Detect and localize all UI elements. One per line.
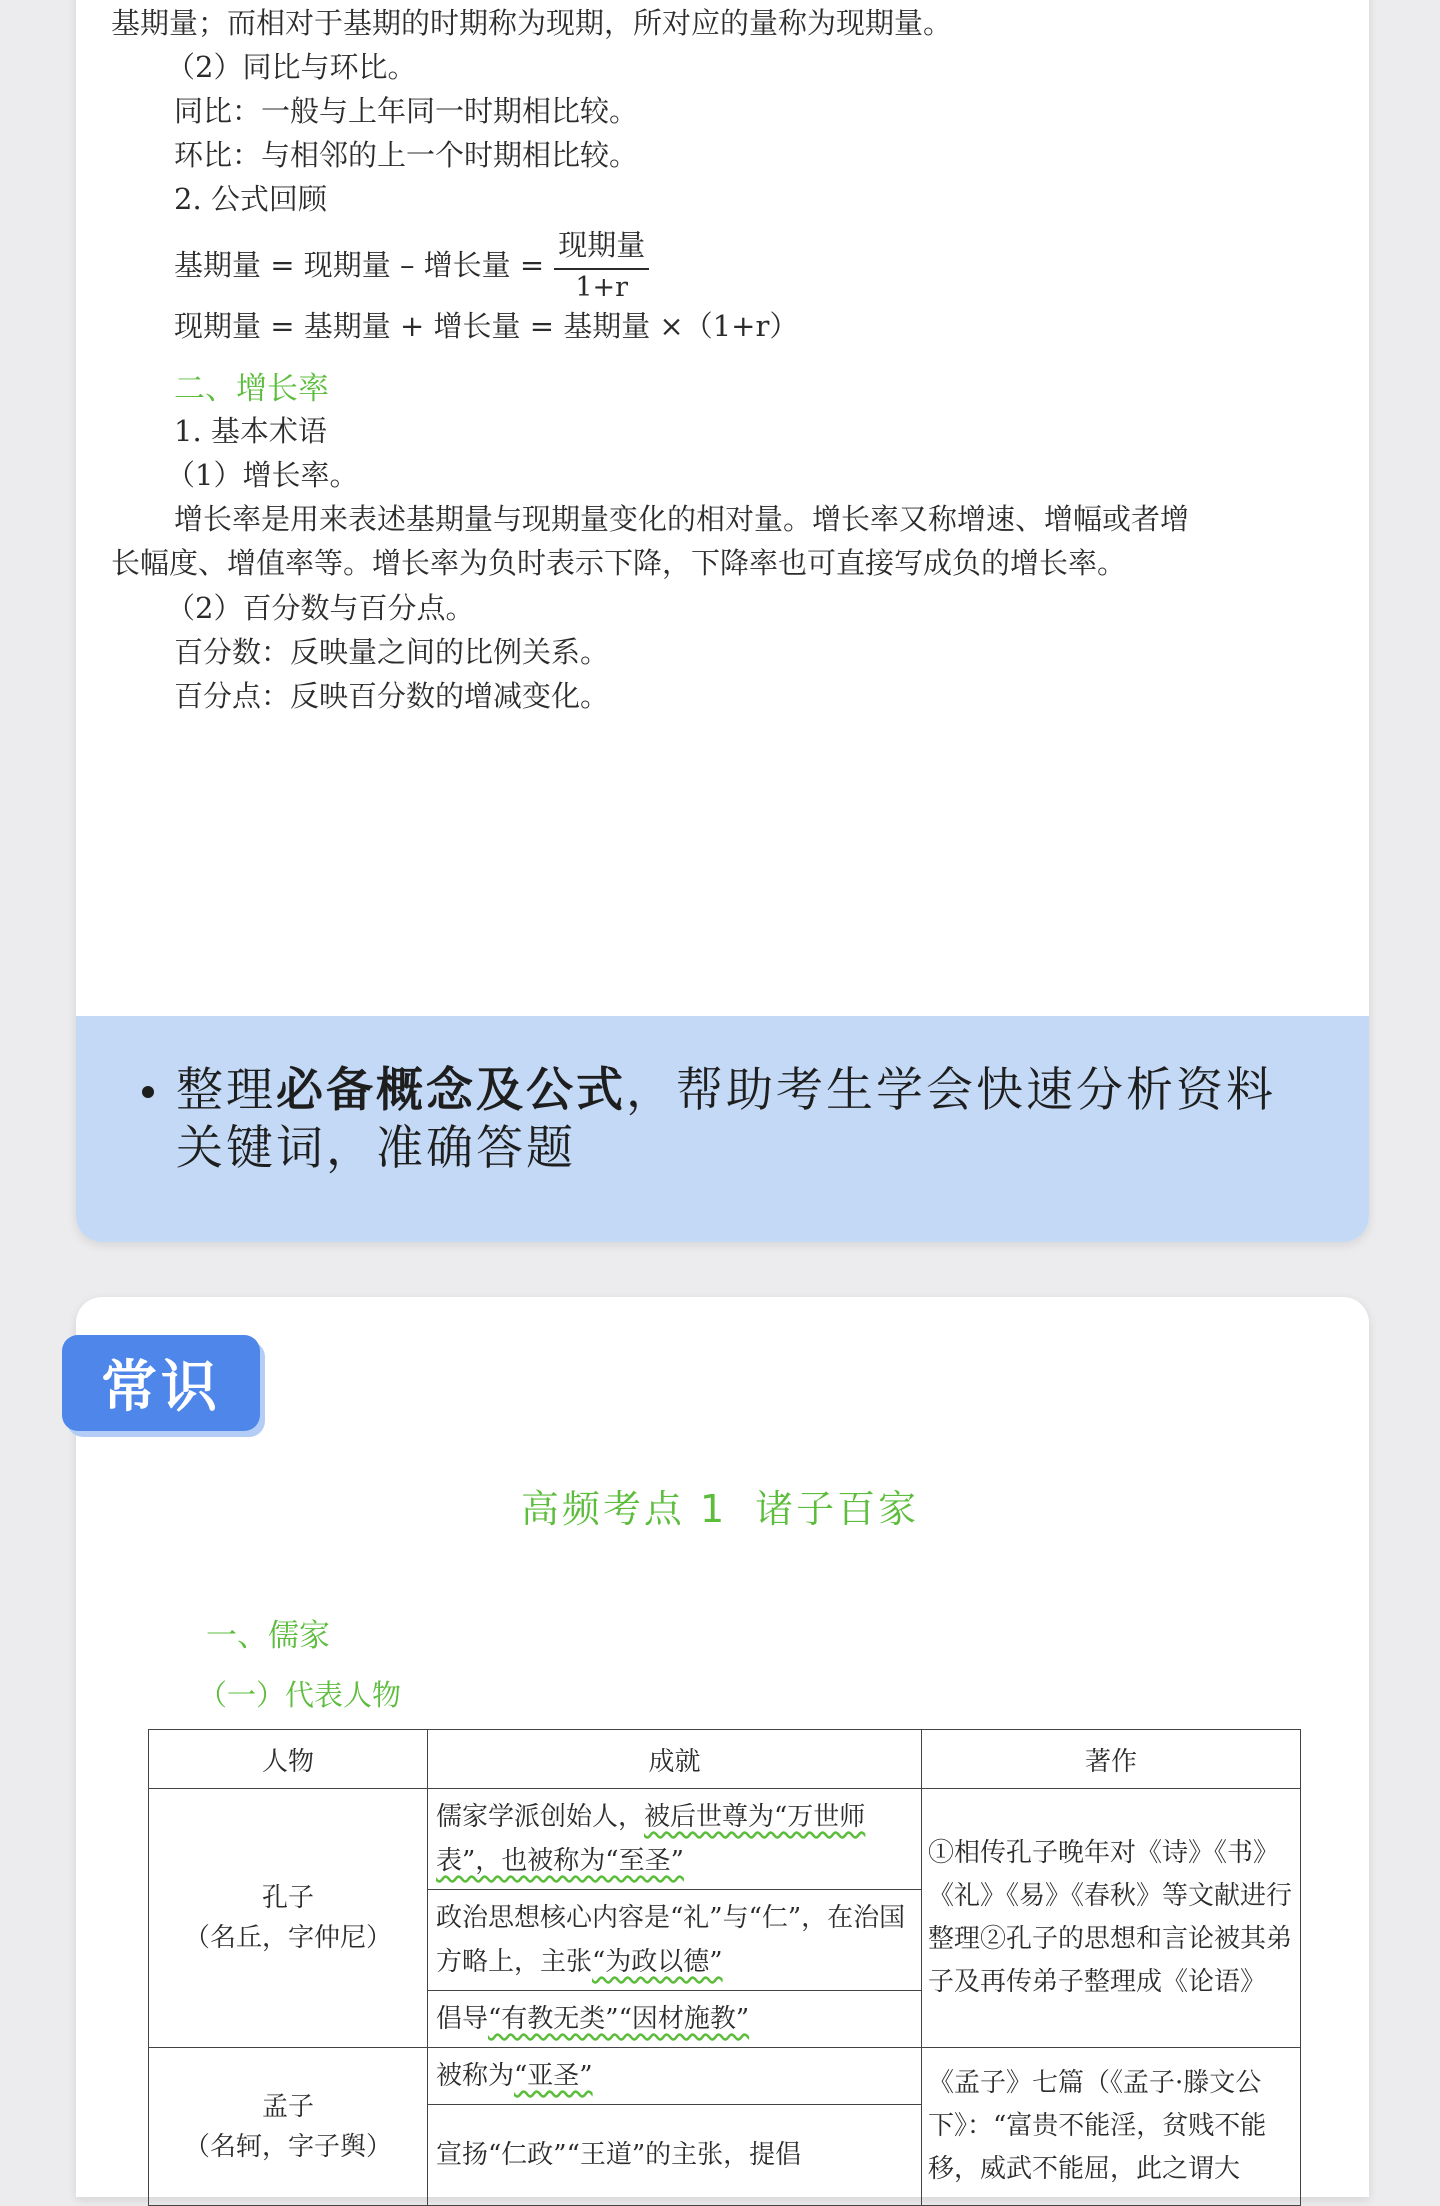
banner-suffix: ，帮助考生学会快速分析资料关键词，准确答题 xyxy=(176,1063,1276,1176)
achievement-highlight: 被后世尊为“万世师表”，也被称为“至圣” xyxy=(436,1802,866,1876)
formula1-left: 基期量 = 现期量 – 增长量 = xyxy=(174,247,545,282)
achievement-text: 政治思想核心内容是“礼”与“仁”，在治国方略上，主张 xyxy=(436,1903,906,1977)
representatives-table xyxy=(148,1729,1301,2206)
topic-label: 高频考点 1 xyxy=(520,1487,728,1531)
topic-name: 诸子百家 xyxy=(755,1487,920,1531)
person-alias: （名轲，字子舆） xyxy=(183,2131,392,2162)
formula-heading: 2. 公式回顾 xyxy=(174,182,327,216)
formula-current-period: 现期量 = 基期量 + 增长量 = 基期量 ×（1+r） xyxy=(174,309,799,343)
section-growth-rate-title: 二、增长率 xyxy=(174,371,329,407)
growth-rate-paragraph-line1: 增长率是用来表述基期量与现期量变化的相对量。增长率又称增速、增幅或者增 xyxy=(174,502,1190,536)
header-achievement: 成就 xyxy=(428,1730,922,1789)
banner-text xyxy=(176,1062,1296,1178)
item-yoy-heading: （2）同比与环比。 xyxy=(166,50,417,84)
subsection-representatives: （一）代表人物 xyxy=(198,1678,402,1712)
achievement-highlight: “亚圣” xyxy=(514,2061,593,2091)
bullet-dot xyxy=(142,1086,154,1098)
growth-rate-paragraph-line2: 长幅度、增值率等。增长率为负时表示下降，下降率也可直接写成负的增长率。 xyxy=(111,546,1127,580)
growth-rate-item: （1）增长率。 xyxy=(166,458,359,492)
category-tag: 常识 xyxy=(62,1335,260,1431)
achievement-cell xyxy=(428,1991,922,2048)
achievement-cell xyxy=(428,1789,922,1890)
formula1-denominator: 1+r xyxy=(575,272,629,303)
works-kongzi: ①相传孔子晚年对《诗》《书》《礼》《易》《春秋》等文献进行整理②孔子的思想和言论被其弟子及再传弟子整理成《论语》 xyxy=(922,1789,1301,2048)
formula1-fraction xyxy=(554,223,649,303)
intro-tail-text: 基期量；而相对于基期的时期称为现期，所对应的量称为现期量。 xyxy=(111,6,953,40)
percent-item: （2）百分数与百分点。 xyxy=(166,591,475,625)
topic-title xyxy=(0,1478,1440,1533)
table-row xyxy=(149,1789,1301,1890)
person-mengzi xyxy=(149,2048,428,2206)
person-name: 孔子 xyxy=(261,1883,314,1913)
huanbi-text: 环比：与相邻的上一个时期相比较。 xyxy=(174,138,639,172)
banner-bold: 必备概念及公式 xyxy=(276,1063,626,1118)
achievement-text: 儒家学派创始人， xyxy=(436,1802,645,1832)
header-person: 人物 xyxy=(149,1730,428,1789)
achievement-text: 倡导 xyxy=(436,2004,489,2034)
header-works: 著作 xyxy=(922,1730,1301,1789)
achievement-cell: 宣扬“仁政”“王道”的主张，提倡 xyxy=(428,2105,922,2206)
section-confucianism: 一、儒家 xyxy=(206,1618,330,1654)
percent-number-text: 百分数：反映量之间的比例关系。 xyxy=(174,635,610,669)
person-kongzi xyxy=(149,1789,428,2048)
achievement-highlight: “有教无类”“因材施教” xyxy=(488,2004,750,2034)
achievement-text: 被称为 xyxy=(436,2061,515,2091)
achievement-highlight: “为政以德” xyxy=(592,1947,723,1977)
formula1-numerator: 现期量 xyxy=(554,223,649,270)
achievement-cell xyxy=(428,2048,922,2105)
works-mengzi: 《孟子》七篇（《孟子·滕文公下》：“富贵不能淫，贫贱不能移，威武不能屈，此之谓大 xyxy=(922,2048,1301,2206)
formula-base-period xyxy=(174,223,649,303)
terms-heading: 1. 基本术语 xyxy=(174,414,327,448)
table-header-row xyxy=(149,1730,1301,1789)
achievement-cell xyxy=(428,1890,922,1991)
concept-card xyxy=(76,0,1369,1242)
summary-banner xyxy=(76,1016,1369,1242)
table-row xyxy=(149,2048,1301,2105)
person-alias: （名丘，字仲尼） xyxy=(183,1923,392,1953)
person-name: 孟子 xyxy=(261,2091,314,2122)
percent-point-text: 百分点：反映百分数的增减变化。 xyxy=(174,679,610,713)
banner-prefix: 整理 xyxy=(176,1063,276,1118)
tongbi-text: 同比：一般与上年同一时期相比较。 xyxy=(174,94,639,128)
